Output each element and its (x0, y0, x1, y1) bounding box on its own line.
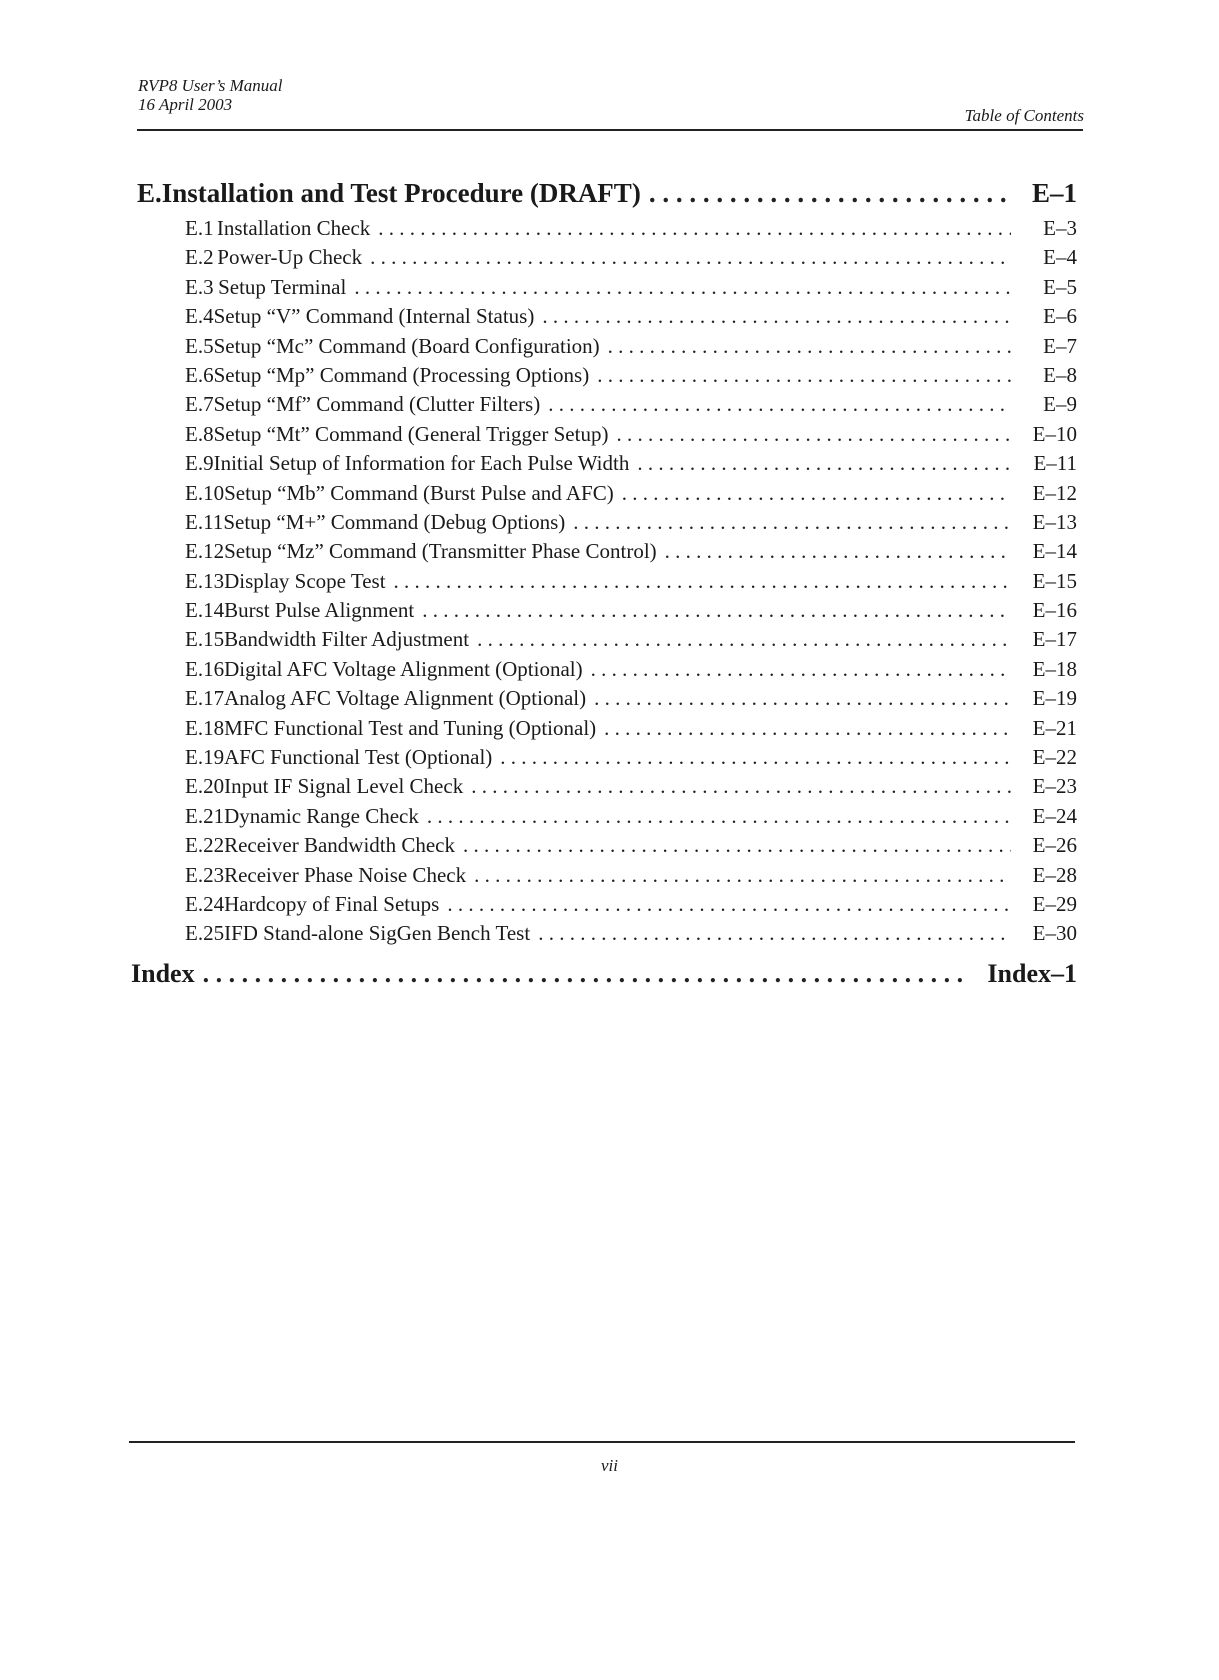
section-page: E–16 (1032, 598, 1077, 623)
section-page: E–30 (1032, 921, 1077, 946)
dot-leader (477, 627, 1011, 652)
section-name: Table of Contents (964, 106, 1084, 125)
toc-section-entry[interactable] (137, 833, 1077, 862)
dot-leader (203, 959, 963, 989)
toc-section-entry[interactable] (137, 481, 1077, 510)
dot-leader (637, 451, 1011, 476)
section-page: E–24 (1032, 803, 1077, 828)
section-title: Dynamic Range Check (224, 803, 419, 828)
toc-section-entry[interactable] (137, 774, 1077, 803)
section-title: Hardcopy of Final Setups (224, 891, 440, 916)
toc-section-entry[interactable] (137, 716, 1077, 745)
dot-leader (474, 863, 1011, 888)
manual-title: RVP8 User’s Manual (138, 76, 283, 95)
section-number: E.7 (185, 392, 214, 417)
dot-leader (622, 481, 1011, 506)
section-number: E.6 (185, 362, 214, 387)
toc-section-entry[interactable] (137, 921, 1077, 950)
section-number: E.12 (185, 539, 225, 564)
section-title: Receiver Phase Noise Check (224, 862, 467, 887)
toc-section-entry[interactable] (137, 539, 1077, 568)
dot-leader (370, 245, 1011, 270)
section-page: E–15 (1032, 568, 1077, 593)
dot-leader (378, 216, 1011, 241)
toc-section-entry[interactable] (137, 569, 1077, 598)
chapter-page: E–1 (1031, 178, 1077, 208)
section-page: E–19 (1032, 686, 1077, 711)
section-title: Bandwidth Filter Adjustment (224, 627, 470, 652)
toc-index-entry[interactable] (131, 959, 1077, 999)
section-number: E.1 (185, 216, 214, 240)
section-page: E–9 (1043, 392, 1077, 417)
toc-section-entry[interactable] (137, 216, 1077, 245)
section-number: E.15 (185, 627, 225, 652)
section-title: Digital AFC Voltage Alignment (Optional) (224, 656, 583, 681)
section-page: E–14 (1032, 539, 1077, 564)
section-title: Display Scope Test (224, 568, 386, 593)
toc-section-entry[interactable] (137, 745, 1077, 774)
section-page: E–22 (1032, 745, 1077, 770)
section-page: E–13 (1032, 509, 1077, 534)
dot-leader (538, 921, 1011, 946)
dot-leader (354, 275, 1011, 300)
dot-leader (471, 774, 1011, 799)
dot-leader (597, 363, 1011, 388)
section-title: Initial Setup of Information for Each Pulse Width (213, 451, 630, 476)
dot-leader (604, 716, 1011, 741)
chapter-number: E. (137, 178, 162, 208)
section-title: Setup “Mp” Command (Processing Options) (213, 362, 590, 387)
section-number: E.14 (185, 598, 225, 623)
chapter-title: Installation and Test Procedure (DRAFT) (161, 178, 641, 208)
section-number: E.11 (185, 509, 224, 534)
section-title: Receiver Bandwidth Check (224, 833, 456, 858)
index-title: Index (131, 958, 195, 988)
running-header (138, 76, 283, 114)
section-number: E.19 (185, 745, 225, 770)
dot-leader (649, 178, 1011, 209)
section-page: E–17 (1032, 627, 1077, 652)
toc-section-entry[interactable] (137, 245, 1077, 274)
section-title: Installation Check (216, 216, 371, 240)
section-number: E.17 (185, 686, 225, 711)
section-title: Setup “Mf” Command (Clutter Filters) (213, 392, 541, 417)
section-title: Setup “Mb” Command (Burst Pulse and AFC) (224, 480, 614, 505)
section-page: E–5 (1043, 274, 1077, 299)
section-page: E–7 (1043, 333, 1077, 358)
toc-section-entry[interactable] (137, 863, 1077, 892)
section-title: IFD Stand-alone SigGen Bench Test (224, 921, 531, 946)
dot-leader (608, 334, 1011, 359)
toc-section-entry[interactable] (137, 392, 1077, 421)
section-page: E–3 (1043, 216, 1077, 240)
section-title: Input IF Signal Level Check (224, 774, 464, 799)
table-of-contents (131, 178, 1077, 999)
toc-section-entry[interactable] (137, 657, 1077, 686)
manual-date: 16 April 2003 (138, 95, 233, 114)
toc-section-entry[interactable] (137, 598, 1077, 627)
section-title: Setup “V” Command (Internal Status) (213, 304, 535, 329)
toc-section-entry[interactable] (137, 627, 1077, 656)
section-title: Analog AFC Voltage Alignment (Optional) (224, 686, 587, 711)
toc-section-entry[interactable] (137, 422, 1077, 451)
section-title: MFC Functional Test and Tuning (Optional) (224, 715, 597, 740)
page-number: vii (601, 1456, 618, 1475)
section-page: E–10 (1032, 421, 1077, 446)
dot-leader (394, 569, 1011, 594)
dot-leader (548, 392, 1011, 417)
section-number: E.13 (185, 568, 225, 593)
section-number: E.5 (185, 333, 214, 358)
section-title: Setup “Mz” Command (Transmitter Phase Control) (224, 539, 657, 564)
section-title: Power-Up Check (217, 245, 363, 270)
section-page: E–18 (1032, 656, 1077, 681)
section-title: Setup “M+” Command (Debug Options) (223, 509, 566, 534)
toc-section-entry[interactable] (137, 510, 1077, 539)
section-number: E.18 (185, 715, 225, 740)
section-number: E.22 (185, 833, 225, 858)
section-page: E–28 (1032, 862, 1077, 887)
index-page: Index–1 (987, 958, 1077, 988)
section-number: E.20 (185, 774, 225, 799)
toc-section-entry[interactable] (137, 686, 1077, 715)
section-title: Setup “Mt” Command (General Trigger Setup) (213, 421, 609, 446)
dot-leader (422, 598, 1011, 623)
section-page: E–4 (1043, 245, 1077, 270)
toc-section-list (137, 216, 1077, 951)
toc-section-entry[interactable] (137, 304, 1077, 333)
dot-leader (447, 892, 1011, 917)
dot-leader (573, 510, 1011, 535)
section-page: E–21 (1032, 715, 1077, 740)
section-page: E–12 (1032, 480, 1077, 505)
toc-section-entry[interactable] (137, 275, 1077, 304)
section-number: E.25 (185, 921, 225, 946)
dot-leader (463, 833, 1011, 858)
dot-leader (591, 657, 1011, 682)
section-page: E–6 (1043, 304, 1077, 329)
toc-section-entry[interactable] (137, 804, 1077, 833)
toc-section-entry[interactable] (137, 451, 1077, 480)
section-number: E.21 (185, 803, 225, 828)
section-page: E–26 (1032, 833, 1077, 858)
section-title: Setup “Mc” Command (Board Configuration) (213, 333, 600, 358)
section-number: E.23 (185, 862, 225, 887)
section-page: E–8 (1043, 362, 1077, 387)
section-number: E.10 (185, 480, 225, 505)
dot-leader (594, 686, 1011, 711)
dot-leader (500, 745, 1011, 770)
section-number: E.24 (185, 891, 225, 916)
section-title: AFC Functional Test (Optional) (224, 745, 493, 770)
section-number: E.9 (185, 451, 214, 476)
header-rule (137, 129, 1083, 131)
dot-leader (665, 539, 1011, 564)
toc-section-entry[interactable] (137, 334, 1077, 363)
section-number: E.4 (185, 304, 214, 329)
toc-section-entry[interactable] (137, 363, 1077, 392)
dot-leader (427, 804, 1011, 829)
dot-leader (542, 304, 1011, 329)
toc-chapter-entry[interactable] (137, 178, 1077, 216)
section-number: E.2 (185, 245, 214, 270)
dot-leader (616, 422, 1011, 447)
section-title: Setup Terminal (218, 274, 347, 299)
section-number: E.8 (185, 421, 214, 446)
section-title: Burst Pulse Alignment (224, 598, 415, 623)
toc-section-entry[interactable] (137, 892, 1077, 921)
section-number: E.3 (185, 274, 214, 299)
section-page: E–23 (1032, 774, 1077, 799)
section-number: E.16 (185, 656, 225, 681)
section-page: E–11 (1033, 451, 1077, 476)
section-page: E–29 (1032, 891, 1077, 916)
footer-rule (129, 1441, 1075, 1443)
